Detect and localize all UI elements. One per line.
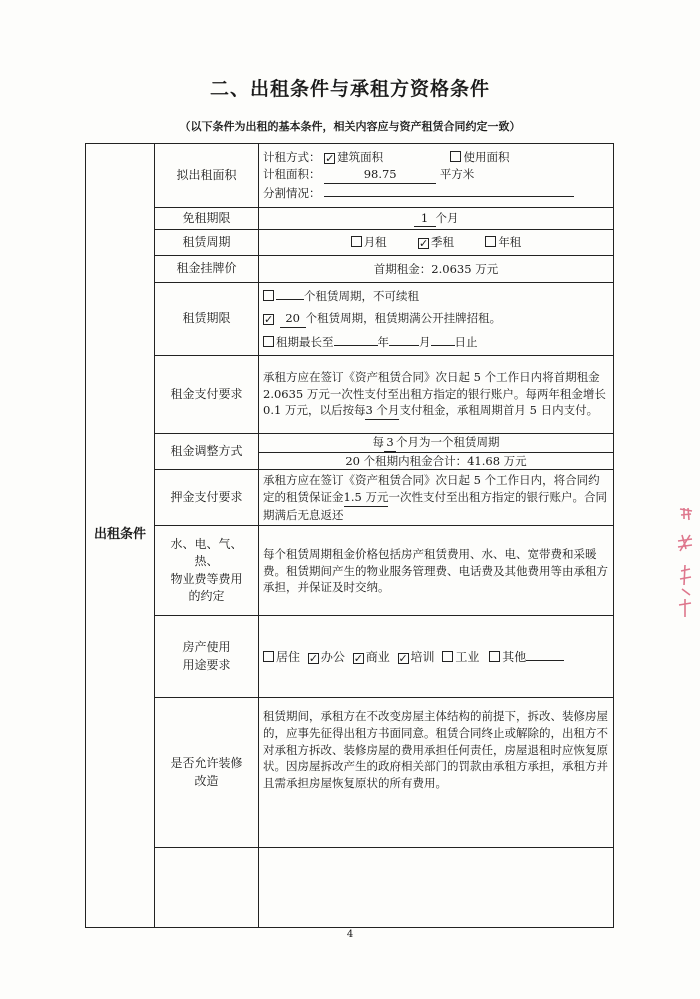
utilities-label-line1: 水、电、气、热、 [170,537,243,569]
commerce-checkbox[interactable] [353,653,364,664]
lease-conditions-table [85,143,614,928]
adjust-value-cell [259,434,614,470]
term-year-blank [334,333,378,346]
residence-checkbox[interactable] [263,651,274,662]
office-label: 办公 [320,649,345,664]
term-option-3-text: 租期最长至 [276,334,334,349]
training-label: 培训 [410,649,435,664]
term-option-2-num: 20 [280,310,306,328]
listing-price-label: 租金挂牌价 [155,256,259,283]
lease-term-label: 租赁期限 [155,283,259,356]
deposit-amount: 1.5 万元 [344,489,389,507]
commerce-label: 商业 [365,649,390,664]
term-day-label: 日止 [454,334,478,349]
industry-checkbox[interactable] [442,651,453,662]
check-icon: ✓ [308,651,319,665]
payment-label: 租金支付要求 [155,356,259,434]
lease-cycle-value-cell [259,230,614,256]
blank-label-cell [155,848,259,928]
row-deposit [86,470,614,526]
calc-area-value: 98.75 [324,166,436,184]
check-icon: ✓ [419,237,429,251]
other-blank [526,648,564,661]
renovation-text: 租赁期间，承租方在不改变房屋主体结构的前提下，拆改、装修房屋的，应事先征得出租方书面同意。租赁合同终止或解除的，出租方不对承租方拆改、装修房屋的费用承担任何责任，房屋退租时应恢复原状。因房屋拆改产生的政府相关部门的罚款由承租方承担，承租方并且需承担房屋恢复原状的所有费用。 [259,698,614,848]
page-subtitle: （以下条件为出租的基本条件，相关内容应与资产租赁合同约定一致） [179,120,521,133]
other-label: 其他 [502,649,527,664]
row-free-period [86,208,614,230]
adjust-line1-num: 3 [384,434,396,452]
check-icon: ✓ [353,651,363,665]
term-month-label: 月 [419,334,431,349]
utilities-text: 每个租赁周期租金价格包括房产租赁费用、水、电、宽带费和采暖费。租赁期间产生的物业服务管理费、电话费及其他费用等由承租方承担，并保证及时交纳。 [259,526,614,616]
deposit-label: 押金支付要求 [155,470,259,526]
row-payment [86,356,614,434]
payment-period: 3 个月 [365,402,399,420]
free-period-value: 1 [414,210,436,228]
row-utilities [86,526,614,616]
split-label: 分割情况： [263,185,321,200]
term-option-1-checkbox[interactable] [263,290,274,301]
monthly-checkbox[interactable] [351,236,362,247]
payment-text-b: 支付租金，承租周期首月 5 日内支付。 [399,403,599,418]
term-option-1-text: 个租赁周期，不可续租 [304,289,419,304]
area-label: 拟出租面积 [155,144,259,208]
row-renovation [86,698,614,848]
calc-method-label: 计租方式： [263,150,321,165]
monthly-label: 月租 [363,235,387,250]
renovation-label-line1: 是否允许装修 [170,756,243,771]
free-period-value-cell [259,208,614,230]
quarterly-label: 季租 [431,235,454,250]
industry-label: 工业 [455,649,480,664]
split-value-blank [324,184,574,197]
building-area-checkbox[interactable] [324,153,335,164]
check-icon: ✓ [264,313,274,327]
utilities-label-cell [155,526,259,616]
calc-area-label: 计租面积： [263,167,321,182]
lease-cycle-label: 租赁周期 [155,230,259,256]
row-lease-cycle [86,230,614,256]
listing-price-value: 首期租金：2.0635 万元 [259,256,614,283]
red-seal-stamp-icon [672,505,696,625]
adjust-line2: 20 个租期内租金合计：41.68 万元 [345,453,527,468]
adjust-label: 租金调整方式 [155,434,259,470]
page-title: 二、出租条件与承租方资格条件 [209,78,490,100]
usage-value-cell [259,616,614,698]
section-label: 出租条件 [86,144,155,928]
utilities-label-line2: 物业费等费用 [170,571,243,586]
blank-value-cell [259,848,614,928]
usage-area-label: 使用面积 [463,150,510,165]
page-number: 4 [346,929,354,940]
term-day-blank [431,333,455,346]
renovation-label-cell [155,698,259,848]
term-option-3-checkbox[interactable] [263,336,274,347]
usage-label-line1: 房产使用 [182,640,231,655]
lease-term-value-cell [259,283,614,356]
area-value-cell [259,144,614,208]
office-checkbox[interactable] [308,653,319,664]
yearly-label: 年租 [498,235,522,250]
quarterly-checkbox[interactable] [418,238,429,249]
training-checkbox[interactable] [398,653,409,664]
term-option-1-blank [276,287,304,300]
row-listing-price [86,256,614,283]
row-adjust [86,434,614,470]
free-period-unit: 个月 [435,210,459,225]
payment-text-a: 承租方应在签订《资产租赁合同》次日起 5 个工作日内将首期租金 2.0635 万元一次性支付至出租方指定的银行账户。每两年租金增长 0.1 万元，以后按每 [263,369,606,418]
usage-label-cell [155,616,259,698]
row-blank [86,848,614,928]
term-month-blank [389,333,419,346]
building-area-label: 建筑面积 [337,150,384,165]
adjust-line1-a: 每 [372,435,384,449]
calc-area-unit: 平方米 [439,167,475,182]
check-icon: ✓ [398,651,408,665]
adjust-line1-b: 个月为一个租赁周期 [396,435,500,449]
deposit-value-cell [259,470,614,526]
deposit-text-a: 承租方应在签订《资产租赁合同》次日起 5 个工作日内，将合同约定的租赁保证金 [263,473,600,504]
term-year-label: 年 [377,334,389,349]
usage-area-checkbox[interactable] [450,151,461,162]
free-period-label: 免租期限 [155,208,259,230]
renovation-label-line2: 改造 [194,773,219,788]
payment-value-cell [259,356,614,434]
check-icon: ✓ [325,152,335,166]
row-usage [86,616,614,698]
residence-label: 居住 [276,649,301,664]
utilities-label-line3: 的约定 [188,589,225,604]
term-option-2-checkbox[interactable] [263,314,274,325]
term-option-2-text: 个租赁周期，租赁期满公开挂牌招租。 [305,311,502,326]
row-area [86,144,614,208]
row-lease-term [86,283,614,356]
deposit-text-b: 一次性支付至出租方指定的银行账户。合同期满后无息返还 [263,490,607,522]
yearly-checkbox[interactable] [485,236,496,247]
usage-label-line2: 用途要求 [182,657,231,672]
other-checkbox[interactable] [489,651,500,662]
